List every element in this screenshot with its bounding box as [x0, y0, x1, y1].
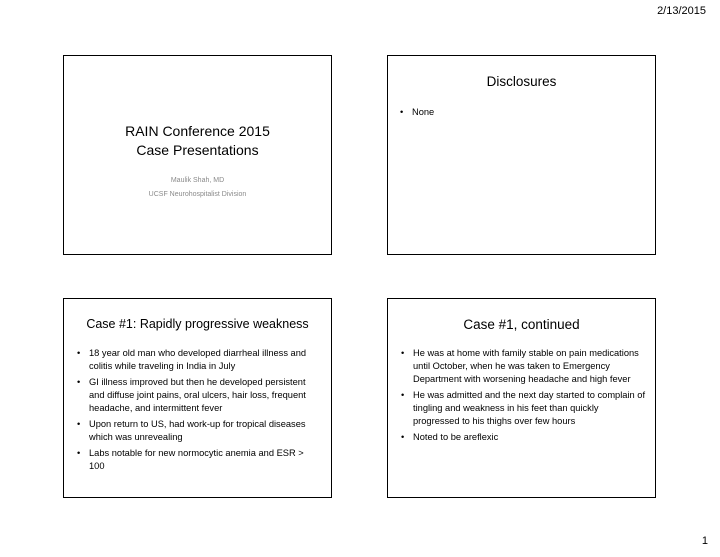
- bullet-item: • GI illness improved but then he developed persistent and diffuse joint pains, oral ulcers, hair loss, frequent headache, and intermittent fever: [77, 376, 320, 415]
- page-number: 1: [701, 535, 708, 547]
- slide-disclosures: [387, 55, 656, 255]
- bullet-item: • None: [400, 106, 640, 119]
- author-affiliation: UCSF Neurohospitalist Division: [148, 191, 247, 198]
- bullet-item: • Noted to be areflexic: [401, 431, 647, 444]
- title-line-2: Case Presentations: [136, 142, 259, 158]
- bullet-item: • He was admitted and the next day started to complain of tingling and weakness in his feet than quickly progressed to his thighs over few hours: [401, 389, 647, 428]
- slide-heading: Disclosures: [486, 74, 557, 89]
- header-date: 2/13/2015: [657, 5, 706, 17]
- bullet-item: • He was at home with family stable on pain medications until October, when he was taken to Emergency Department with worsening headache and high fever: [401, 347, 647, 386]
- bullet-list: [400, 106, 640, 122]
- title-line-1: RAIN Conference 2015: [125, 123, 270, 139]
- author-name: Maulik Shah, MD: [170, 177, 225, 184]
- bullet-item: • Upon return to US, had work-up for tropical diseases which was unrevealing: [77, 418, 320, 444]
- slide-heading: Case #1: Rapidly progressive weakness: [86, 317, 309, 331]
- bullet-item: • 18 year old man who developed diarrheal illness and colitis while traveling in India in July: [77, 347, 320, 373]
- presentation-title: [64, 122, 331, 160]
- slide-heading: Case #1, continued: [463, 317, 580, 332]
- bullet-list: [77, 347, 320, 476]
- slide-case-1: [63, 298, 332, 498]
- bullet-item: • Labs notable for new normocytic anemia and ESR > 100: [77, 447, 320, 473]
- slide-case-1-continued: [387, 298, 656, 498]
- bullet-list: [401, 347, 647, 447]
- slide-title-page: [63, 55, 332, 255]
- presenter-info: [64, 174, 331, 202]
